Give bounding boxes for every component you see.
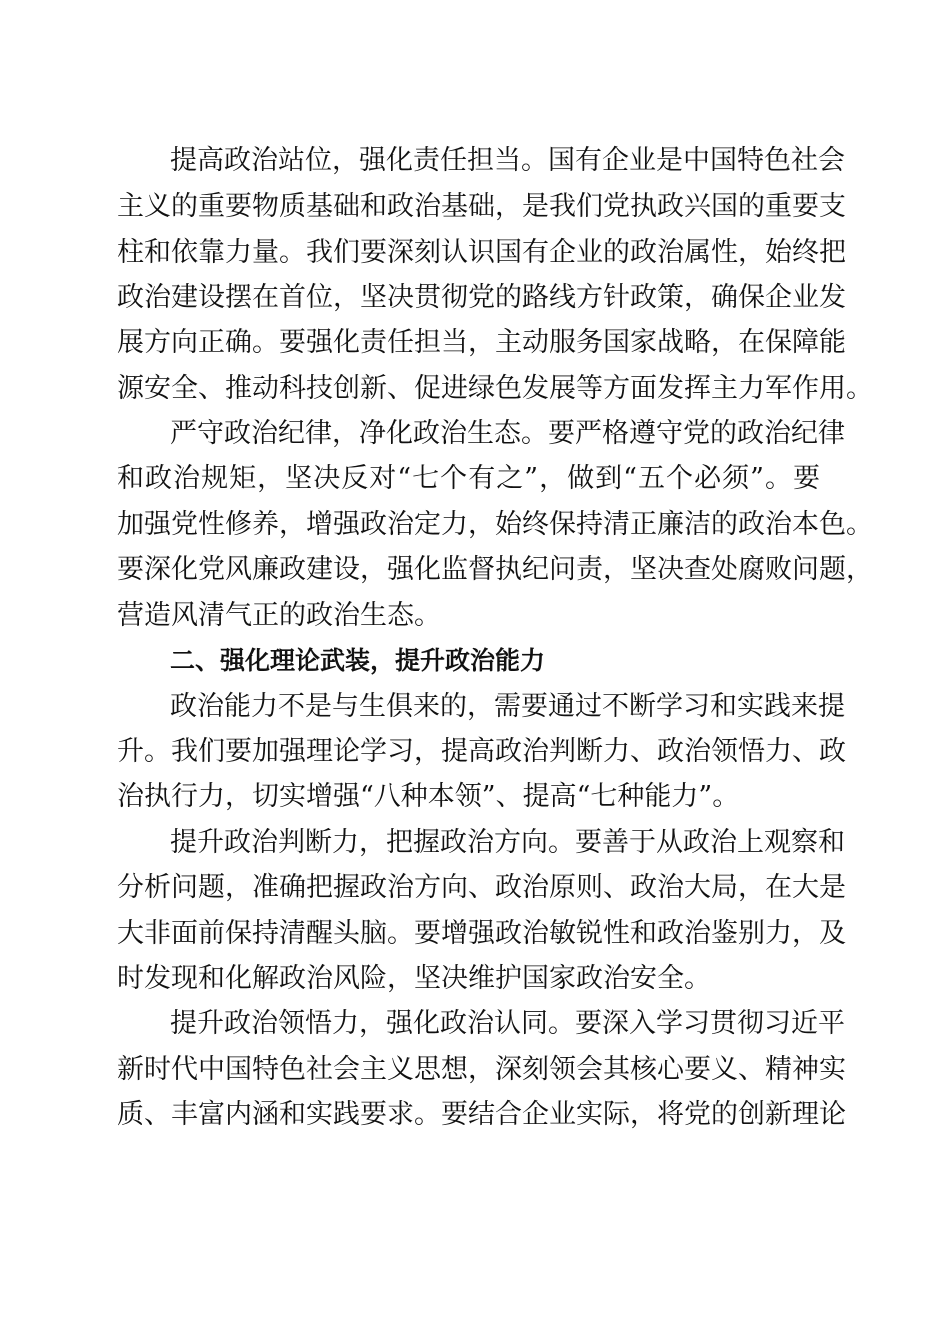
paragraph-line: 严守政治纪律，净化政治生态。要严格遵守党的政治纪律: [170, 418, 845, 449]
paragraph-line: 营造风清气正的政治生态。: [117, 600, 441, 631]
paragraph-line: 质、丰富内涵和实践要求。要结合企业实际，将党的创新理论: [117, 1099, 846, 1130]
paragraph-line: 升。我们要加强理论学习，提高政治判断力、政治领悟力、政: [117, 736, 846, 767]
paragraph-line: 新时代中国特色社会主义思想，深刻领会其核心要义、精神实: [117, 1054, 846, 1085]
paragraph-line: 主义的重要物质基础和政治基础，是我们党执政兴国的重要支: [117, 191, 846, 222]
paragraph-line: 源安全、推动科技创新、促进绿色发展等方面发挥主力军作用。: [117, 373, 873, 404]
paragraph-line: 大非面前保持清醒头脑。要增强政治敏锐性和政治鉴别力，及: [117, 918, 846, 949]
paragraph-line: 治执行力，切实增强“八种本领”、提高“七种能力”。: [117, 781, 740, 812]
paragraph-line: 和政治规矩，坚决反对“七个有之”，做到“五个必须”。要: [117, 463, 820, 494]
paragraph-line: 分析问题，准确把握政治方向、政治原则、政治大局，在大是: [117, 872, 846, 903]
paragraph-line: 要深化党风廉政建设，强化监督执纪问责，坚决查处腐败问题，: [117, 554, 873, 585]
paragraph-line: 提升政治领悟力，强化政治认同。要深入学习贯彻习近平: [170, 1008, 845, 1039]
paragraph-line: 时发现和化解政治风险，坚决维护国家政治安全。: [117, 963, 711, 994]
paragraph-line: 政治能力不是与生俱来的，需要通过不断学习和实践来提: [170, 691, 845, 722]
paragraph-line: 柱和依靠力量。我们要深刻认识国有企业的政治属性，始终把: [117, 237, 846, 268]
paragraph-line: 展方向正确。要强化责任担当，主动服务国家战略，在保障能: [117, 327, 846, 358]
section-heading: 二、强化理论武装，提升政治能力: [170, 646, 546, 675]
paragraph-line: 加强党性修养，增强政治定力，始终保持清正廉洁的政治本色。: [117, 509, 873, 540]
paragraph-line: 提高政治站位，强化责任担当。国有企业是中国特色社会: [170, 145, 845, 176]
paragraph-line: 提升政治判断力，把握政治方向。要善于从政治上观察和: [170, 827, 845, 858]
paragraph-line: 政治建设摆在首位，坚决贯彻党的路线方针政策，确保企业发: [117, 282, 846, 313]
